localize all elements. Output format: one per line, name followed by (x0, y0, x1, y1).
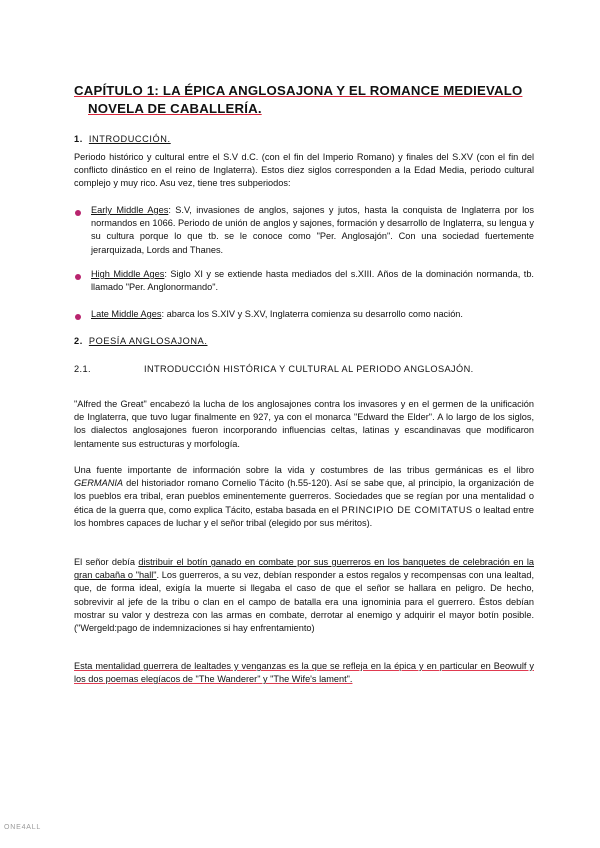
text-run: El señor debía (74, 557, 139, 567)
list-item-late-middle-ages (91, 308, 534, 321)
paragraph-senor (74, 556, 534, 635)
chapter-title-line-2: NOVELA DE CABALLERÍA. (88, 101, 262, 116)
period-term: High Middle Ages (91, 269, 165, 279)
text-run: Una fuente importante de información sobre la vida y costumbres de las tribus germánicas es el libro (74, 465, 534, 475)
bullet-icon (75, 314, 81, 320)
underlined-text: distribuir el botín ganado en combate por sus guerreros en los banquetes de celebración en la gran cabaña o "hall" (74, 557, 534, 581)
bullet-icon (75, 274, 81, 280)
bullet-icon (75, 210, 81, 216)
period-text: : abarca los S.XIV y S.XV, Inglaterra comienza su desarrollo como nación. (161, 309, 463, 319)
paragraph-alfred: "Alfred the Great" encabezó la lucha de los anglosajones contra los invasores y en el germen de la unificación de Inglaterra, que tuvo lugar finalmente en 927, ya con el monarca "Edward the Elder". A lo largo de los siglos, los dialectos anglosajones fueron incorporando influencias celtas, latinas y escandinavas que modificaron lentamente sus estructuras y morfología. (74, 399, 534, 449)
chapter-title (74, 82, 544, 118)
paragraph-germania (74, 464, 534, 530)
text-run: o lealtad entre los hombres capaces de luchar y el señor tribal (elegido por sus méritos). (74, 504, 534, 528)
book-title: GERMANIA (74, 478, 124, 489)
section-title: POESÍA ANGLOSAJONA. (88, 336, 208, 346)
footer-watermark: ONE4ALL (4, 824, 42, 831)
period-term: Early Middle Ages (91, 205, 169, 215)
list-item-high-middle-ages (91, 268, 534, 294)
chapter-title-line-1: CAPÍTULO 1: LA ÉPICA ANGLOSAJONA Y EL ROMANCE MEDIEVALO (74, 83, 523, 98)
section-heading-poesia-anglosajona (74, 336, 208, 346)
section-title: INTRODUCCIÓN. (88, 134, 171, 144)
principle-name: PRINCIPIO DE COMITATUS (341, 504, 473, 515)
period-text: : Siglo XI y se extiende hasta mediados del s.XIII. Años de la dominación normanda, tb. llamado "Per. Anglonormando". (91, 269, 534, 293)
subsection-title: INTRODUCCIÓN HISTÓRICA Y CULTURAL AL PERIODO ANGLOSAJÓN. (144, 364, 474, 374)
period-text: : S.V, invasiones de anglos, sajones y jutos, hasta la conquista de Inglaterra por los normandos en 1066. Periodo de unión de anglos y sajones, formación y desarrollo de Inglaterra, su lengua y su cultura porque lo que tb. se le conoce como "Per. Anglosajón". Con una sociedad fuertemente jerarquizada, Lords and Thanes. (91, 205, 534, 255)
section-number: 1. (74, 134, 83, 144)
subsection-number: 2.1. (74, 364, 91, 374)
list-item-early-middle-ages (91, 204, 534, 257)
text-run: . Los guerreros, a su vez, debían responder a estos regalos y recompensas con una lealtad, que, de forma ideal, exigía la muerte si llegaba el caso de que el señor se hallara en peligro. De hecho, sobrevivir al jefe de la tribu o clan en el campo de batalla era una ignominia para el guerrero. Éstos debían mostrar su valor y destreza con las armas en combate, derrotar al enemigo y adquirir el mayor botín posible. ("Wergeld:pago de indemnizaciones si hay enfrentamiento) (74, 570, 534, 634)
period-term: Late Middle Ages (91, 309, 162, 319)
subsection-heading (74, 364, 534, 374)
text-run: del historiador romano Cornelio Tácito (h.55-120). Así se sabe que, al principio, la organización de los pueblos era tribal, eran pueblos eminentemente guerreros. Sociedades que se regían por una mentalidad o ética de la guerra que, como explica Tácito, estaba basada en el (74, 478, 534, 515)
intro-paragraph: Periodo histórico y cultural entre el S.V d.C. (con el fin del Imperio Romano) y finales del S.XV (con el fin del conflicto dinástico en el reino de Inglaterra). Estos diez siglos corresponden a la Edad Media, periodo cultural complejo y muy rico. Asu vez, tiene tres subperiodos: (74, 152, 534, 189)
section-number: 2. (74, 336, 83, 346)
paragraph-conclusion: Esta mentalidad guerrera de lealtades y venganzas es la que se refleja en la épica y en particular en Beowulf y los dos poemas elegíacos de "The Wanderer" y "The Wife's lament". (74, 661, 534, 685)
section-heading-introduccion (74, 134, 171, 144)
